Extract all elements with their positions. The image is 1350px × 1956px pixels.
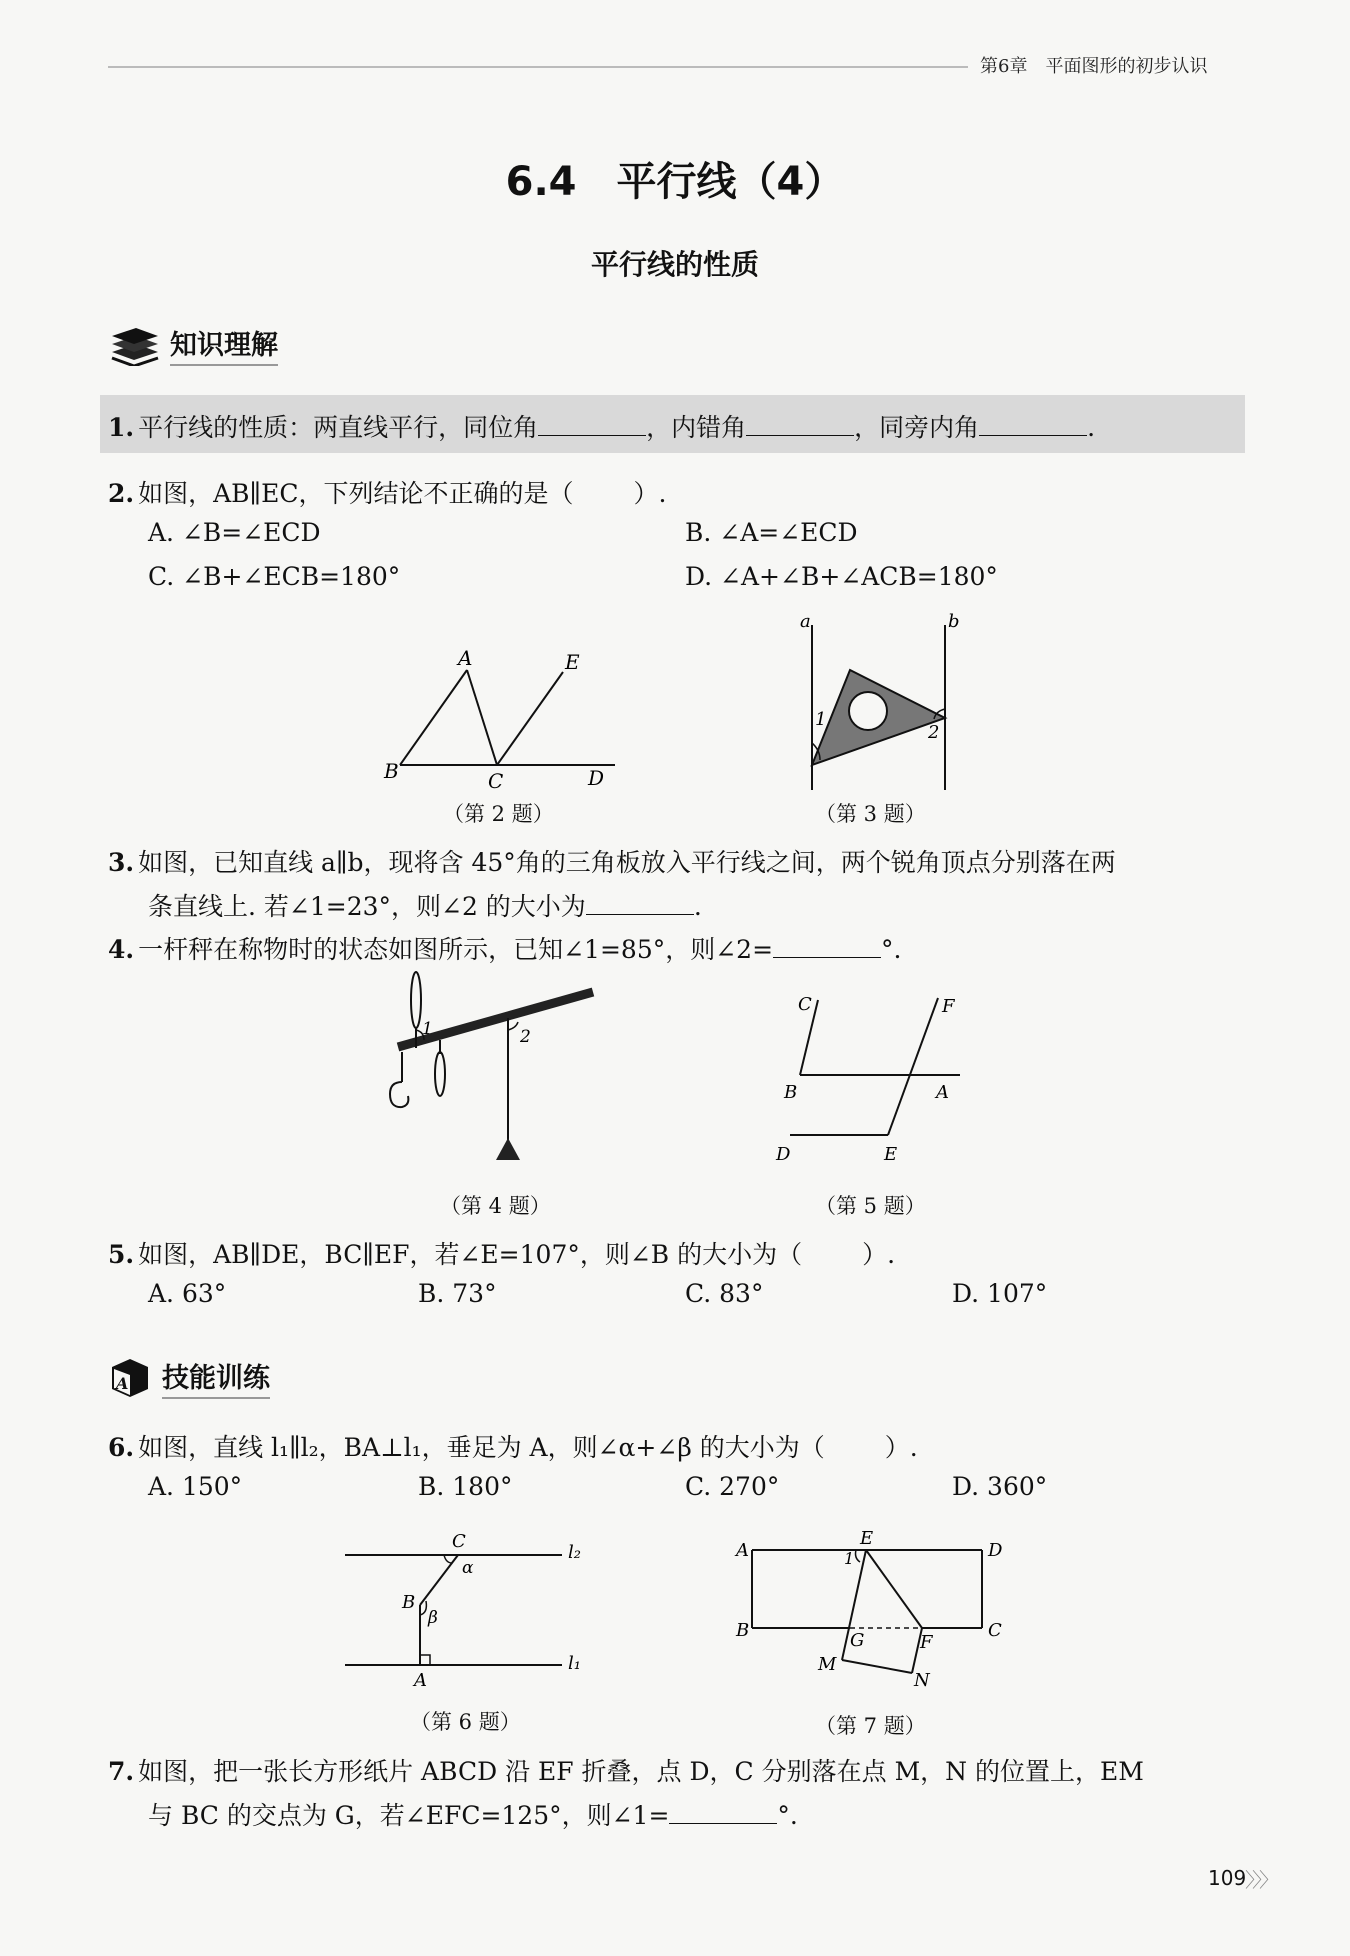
svg-text:C: C xyxy=(488,769,504,793)
svg-text:D: D xyxy=(588,766,605,790)
cube-a-icon xyxy=(108,1355,152,1399)
svg-text:N: N xyxy=(914,1670,930,1691)
question-1 xyxy=(108,408,1095,444)
svg-text:l₁: l₁ xyxy=(568,1653,581,1674)
svg-text:B: B xyxy=(384,759,399,783)
svg-text:A: A xyxy=(936,1082,949,1103)
q2-end: ）. xyxy=(633,479,667,508)
svg-text:F: F xyxy=(920,1632,933,1653)
q3-line1: 如图，已知直线 a∥b，现将含 45°角的三角板放入平行线之间，两个锐角顶点分别落在两 xyxy=(138,848,1116,877)
header-rule xyxy=(108,66,968,68)
answer-blank[interactable] xyxy=(586,893,694,915)
question-3-cont xyxy=(148,887,702,923)
caption-fig5: （第 5 题） xyxy=(815,1194,926,1218)
question-number: 3. xyxy=(108,848,135,877)
q6-text: 如图，直线 l₁∥l₂，BA⊥l₁，垂足为 A，则∠α+∠β 的大小为（ xyxy=(138,1433,825,1462)
q5-option-d: D. 107° xyxy=(952,1279,1048,1308)
caption-fig2: （第 2 题） xyxy=(443,802,554,826)
question-4 xyxy=(108,930,901,966)
svg-text:l₂: l₂ xyxy=(568,1542,581,1563)
q1-text-d: . xyxy=(1087,413,1096,442)
q3-line2: 条直线上. 若∠1=23°，则∠2 的大小为 xyxy=(148,892,586,921)
figure-7 xyxy=(730,1530,1010,1695)
q4-end: °. xyxy=(881,935,902,964)
svg-text:2: 2 xyxy=(928,722,940,743)
chevron-icon: 〉〉〉 xyxy=(1245,1868,1276,1892)
q7-end: °. xyxy=(777,1801,798,1830)
svg-text:1: 1 xyxy=(815,709,827,730)
svg-text:A: A xyxy=(458,646,473,670)
svg-text:E: E xyxy=(860,1528,874,1549)
svg-text:D: D xyxy=(988,1540,1003,1561)
answer-blank[interactable] xyxy=(669,1802,777,1824)
q7-line2: 与 BC 的交点为 G，若∠EFC=125°，则∠1= xyxy=(148,1801,670,1830)
answer-blank[interactable] xyxy=(538,414,646,436)
q4-text: 一杆秤在称物时的状态如图所示，已知∠1=85°，则∠2= xyxy=(138,935,774,964)
page-title: 6.4 平行线（4） xyxy=(505,159,845,205)
figure-6 xyxy=(340,1531,600,1691)
question-7-cont xyxy=(148,1796,798,1832)
svg-text:A: A xyxy=(116,1374,129,1393)
answer-blank[interactable] xyxy=(773,936,881,958)
question-number: 4. xyxy=(108,935,135,964)
svg-text:C: C xyxy=(988,1620,1002,1641)
svg-text:β: β xyxy=(428,1608,438,1628)
question-3 xyxy=(108,843,1116,879)
page-number: 109 xyxy=(1208,1866,1247,1890)
question-5 xyxy=(108,1235,895,1271)
svg-text:b: b xyxy=(948,611,960,632)
q2-text: 如图，AB∥EC，下列结论不正确的是（ xyxy=(138,479,574,508)
svg-text:1: 1 xyxy=(422,1019,433,1039)
q1-text-b: ，内错角 xyxy=(646,413,747,442)
question-2 xyxy=(108,474,666,510)
svg-text:C: C xyxy=(798,994,812,1015)
q3-end: . xyxy=(693,892,702,921)
figure-4 xyxy=(380,970,610,1175)
page-subtitle: 平行线的性质 xyxy=(590,248,759,281)
question-7 xyxy=(108,1752,1144,1788)
svg-text:α: α xyxy=(462,1558,474,1578)
svg-text:G: G xyxy=(850,1630,865,1651)
q6-option-a: A. 150° xyxy=(148,1472,243,1501)
section-understanding xyxy=(108,322,278,366)
svg-text:a: a xyxy=(800,611,811,632)
q2-option-a: A. ∠B=∠ECD xyxy=(148,518,321,547)
svg-text:M: M xyxy=(818,1654,837,1675)
q6-option-c: C. 270° xyxy=(685,1472,780,1501)
answer-blank[interactable] xyxy=(746,414,854,436)
books-icon xyxy=(108,322,160,366)
svg-text:1: 1 xyxy=(844,1549,855,1568)
q2-option-c: C. ∠B+∠ECB=180° xyxy=(148,562,401,591)
question-number: 5. xyxy=(108,1240,135,1269)
q2-option-d: D. ∠A+∠B+∠ACB=180° xyxy=(685,562,998,591)
question-number: 1. xyxy=(108,413,135,442)
q6-end: ）. xyxy=(884,1433,918,1462)
answer-blank[interactable] xyxy=(979,414,1087,436)
figure-5 xyxy=(770,990,970,1170)
svg-text:2: 2 xyxy=(520,1027,531,1047)
q1-text-a: 平行线的性质：两直线平行，同位角 xyxy=(138,413,539,442)
question-number: 7. xyxy=(108,1757,135,1786)
svg-text:C: C xyxy=(452,1531,466,1552)
caption-fig4: （第 4 题） xyxy=(440,1194,551,1218)
section-skills xyxy=(108,1355,270,1399)
svg-text:B: B xyxy=(736,1620,750,1641)
question-number: 2. xyxy=(108,479,135,508)
q6-option-d: D. 360° xyxy=(952,1472,1048,1501)
svg-text:B: B xyxy=(402,1592,416,1613)
section-title: 知识理解 xyxy=(170,323,278,366)
q5-option-b: B. 73° xyxy=(418,1279,497,1308)
q7-line1: 如图，把一张长方形纸片 ABCD 沿 EF 折叠，点 D，C 分别落在点 M，N 的位置上，EM xyxy=(138,1757,1144,1786)
q1-text-c: ，同旁内角 xyxy=(854,413,980,442)
section-title: 技能训练 xyxy=(162,1356,270,1399)
caption-fig6: （第 6 题） xyxy=(410,1710,521,1734)
figure-2 xyxy=(380,645,630,795)
svg-text:E: E xyxy=(565,650,580,674)
svg-text:F: F xyxy=(942,996,955,1017)
caption-fig3: （第 3 题） xyxy=(815,802,926,826)
caption-fig7: （第 7 题） xyxy=(815,1714,926,1738)
question-6 xyxy=(108,1428,918,1464)
svg-text:D: D xyxy=(776,1144,791,1165)
q5-option-c: C. 83° xyxy=(685,1279,764,1308)
q2-option-b: B. ∠A=∠ECD xyxy=(685,518,858,547)
q6-option-b: B. 180° xyxy=(418,1472,513,1501)
figure-3 xyxy=(790,611,980,790)
svg-text:A: A xyxy=(736,1540,749,1561)
svg-text:A: A xyxy=(414,1670,427,1691)
chapter-header: 第6章 平面图形的初步认识 xyxy=(980,56,1208,77)
question-number: 6. xyxy=(108,1433,135,1462)
svg-text:E: E xyxy=(884,1144,898,1165)
q5-end: ）. xyxy=(862,1240,896,1269)
q5-text: 如图，AB∥DE，BC∥EF，若∠E=107°，则∠B 的大小为（ xyxy=(138,1240,803,1269)
svg-text:B: B xyxy=(784,1082,798,1103)
q5-option-a: A. 63° xyxy=(148,1279,227,1308)
